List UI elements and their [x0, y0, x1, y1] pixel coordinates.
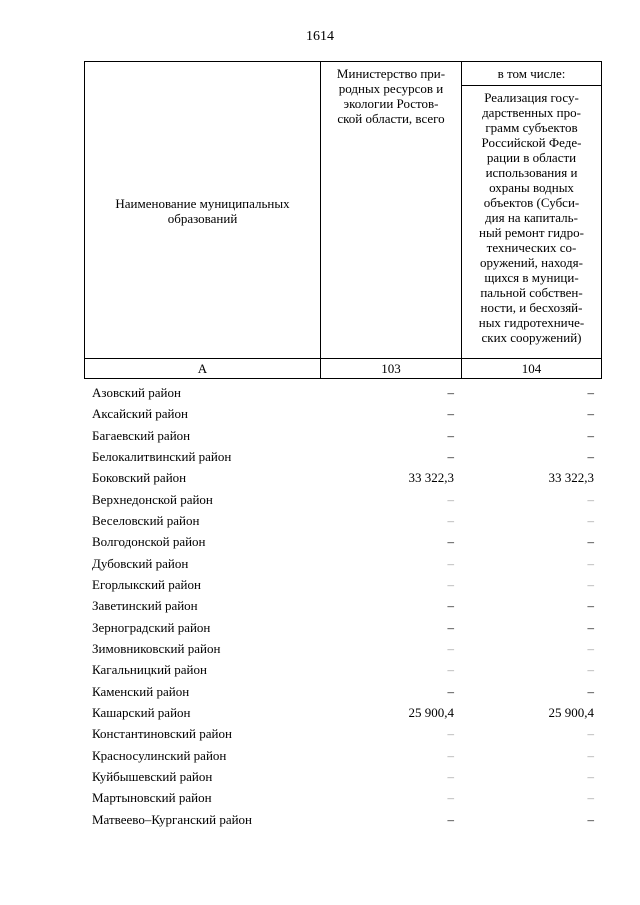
header-line: родных ресурсов и	[338, 81, 444, 96]
column-number-a: А	[84, 358, 321, 379]
column-number-103: 103	[320, 358, 462, 379]
header-line: ных гидротехниче-	[478, 315, 585, 330]
municipality-name: Зерноградский район	[92, 619, 211, 635]
header-ministry-column	[320, 61, 462, 359]
value-program-subsidy: –	[587, 576, 594, 592]
municipality-name: Волгодонской район	[92, 534, 206, 550]
table-row	[0, 426, 640, 447]
header-municipality-label	[85, 196, 320, 226]
header-municipality-column	[84, 61, 321, 359]
value-ministry-total: –	[447, 555, 454, 571]
municipality-name: Белокалитвинский район	[92, 448, 232, 464]
value-program-subsidy: –	[587, 406, 594, 422]
value-ministry-total: –	[447, 747, 454, 763]
municipality-name: Константиновский район	[92, 726, 232, 742]
header-line: экологии Ростов-	[343, 96, 439, 111]
header-line: ских сооружений)	[481, 330, 582, 345]
header-ministry-label	[321, 66, 461, 126]
table-row	[0, 383, 640, 404]
municipality-name: Каменский район	[92, 683, 190, 699]
table-row	[0, 554, 640, 575]
municipality-name: Кагальницкий район	[92, 662, 207, 678]
table-row	[0, 660, 640, 681]
header-program-label	[462, 90, 601, 345]
municipality-name: Багаевский район	[92, 427, 191, 443]
municipality-name: Дубовский район	[92, 555, 189, 571]
header-line: Наименование муниципальных	[115, 196, 290, 211]
header-line: Российской Феде-	[481, 135, 582, 150]
table-row	[0, 810, 640, 831]
table-row	[0, 532, 640, 553]
table-row	[0, 511, 640, 532]
table-row	[0, 490, 640, 511]
value-program-subsidy: –	[587, 534, 594, 550]
value-program-subsidy: –	[587, 640, 594, 656]
table-body	[0, 383, 640, 831]
value-program-subsidy: –	[587, 768, 594, 784]
value-program-subsidy: –	[587, 790, 594, 806]
value-program-subsidy: –	[587, 448, 594, 464]
value-program-subsidy: –	[587, 427, 594, 443]
municipality-name: Веселовский район	[92, 512, 200, 528]
value-program-subsidy: –	[587, 555, 594, 571]
municipality-name: Матвеево–Курганский район	[92, 811, 253, 827]
table-row	[0, 447, 640, 468]
value-ministry-total: –	[447, 406, 454, 422]
municipality-name: Верхнедонской район	[92, 491, 213, 507]
value-ministry-total: –	[447, 534, 454, 550]
value-program-subsidy: –	[587, 512, 594, 528]
header-including-label: в том числе:	[497, 66, 566, 81]
header-line: дия на капиталь-	[485, 210, 578, 225]
value-ministry-total: 33 322,3	[408, 470, 454, 486]
value-program-subsidy: –	[587, 811, 594, 827]
header-program-column	[461, 85, 602, 359]
header-line: Министерство при-	[336, 66, 446, 81]
column-number-104: 104	[461, 358, 602, 379]
municipality-name: Боковский район	[92, 470, 187, 486]
value-program-subsidy: –	[587, 619, 594, 635]
value-program-subsidy: –	[587, 747, 594, 763]
municipality-name: Аксайский район	[92, 406, 188, 422]
value-ministry-total: –	[447, 491, 454, 507]
value-program-subsidy: –	[587, 598, 594, 614]
header-line: щихся в муници-	[484, 270, 579, 285]
value-ministry-total: –	[447, 640, 454, 656]
value-program-subsidy: –	[587, 726, 594, 742]
value-ministry-total: –	[447, 448, 454, 464]
municipality-name: Куйбышевский район	[92, 768, 213, 784]
table-row	[0, 618, 640, 639]
table-row	[0, 596, 640, 617]
header-line: охраны водных	[489, 180, 574, 195]
header-line: оружений, находя-	[480, 255, 583, 270]
value-ministry-total: –	[447, 512, 454, 528]
value-program-subsidy: –	[587, 683, 594, 699]
table-row	[0, 746, 640, 767]
table-row	[0, 468, 640, 489]
municipality-name: Заветинский район	[92, 598, 198, 614]
header-line: рации в области	[486, 150, 577, 165]
value-ministry-total: –	[447, 768, 454, 784]
header-line: пальной собствен-	[480, 285, 583, 300]
table-row	[0, 703, 640, 724]
table-row	[0, 788, 640, 809]
table-row	[0, 724, 640, 745]
header-line: использования и	[485, 165, 578, 180]
header-line: объектов (Субси-	[483, 195, 580, 210]
municipality-name: Азовский район	[92, 385, 181, 400]
municipality-name: Зимовниковский район	[92, 640, 221, 656]
value-program-subsidy: 25 900,4	[548, 704, 594, 720]
header-line: дарственных про-	[482, 105, 581, 120]
municipality-name: Красносулинский район	[92, 747, 227, 763]
header-line: Реализация госу-	[484, 90, 579, 105]
value-ministry-total: 25 900,4	[408, 704, 454, 720]
value-ministry-total: –	[447, 726, 454, 742]
value-ministry-total: –	[447, 811, 454, 827]
table-row	[0, 404, 640, 425]
value-ministry-total: –	[447, 576, 454, 592]
value-ministry-total: –	[447, 683, 454, 699]
table-row	[0, 639, 640, 660]
page-number: 1614	[306, 29, 334, 44]
value-program-subsidy: 33 322,3	[548, 470, 594, 486]
municipality-name: Кашарский район	[92, 704, 191, 720]
value-ministry-total: –	[447, 619, 454, 635]
header-including-group	[461, 61, 602, 86]
value-ministry-total: –	[447, 790, 454, 806]
value-ministry-total: –	[447, 385, 454, 400]
value-program-subsidy: –	[587, 662, 594, 678]
header-line: ской области, всего	[337, 111, 445, 126]
header-line: грамм субъектов	[485, 120, 578, 135]
table-row	[0, 575, 640, 596]
municipality-name: Егорлыкский район	[92, 576, 201, 592]
header-line: ности, и бесхозяй-	[480, 300, 583, 315]
table-row	[0, 767, 640, 788]
header-line: технических со-	[486, 240, 577, 255]
value-ministry-total: –	[447, 598, 454, 614]
value-program-subsidy: –	[587, 491, 594, 507]
header-line: образований	[167, 211, 238, 226]
table-row	[0, 682, 640, 703]
municipality-name: Мартыновский район	[92, 790, 212, 806]
header-line: ный ремонт гидро-	[478, 225, 584, 240]
value-program-subsidy: –	[587, 385, 594, 400]
value-ministry-total: –	[447, 427, 454, 443]
value-ministry-total: –	[447, 662, 454, 678]
